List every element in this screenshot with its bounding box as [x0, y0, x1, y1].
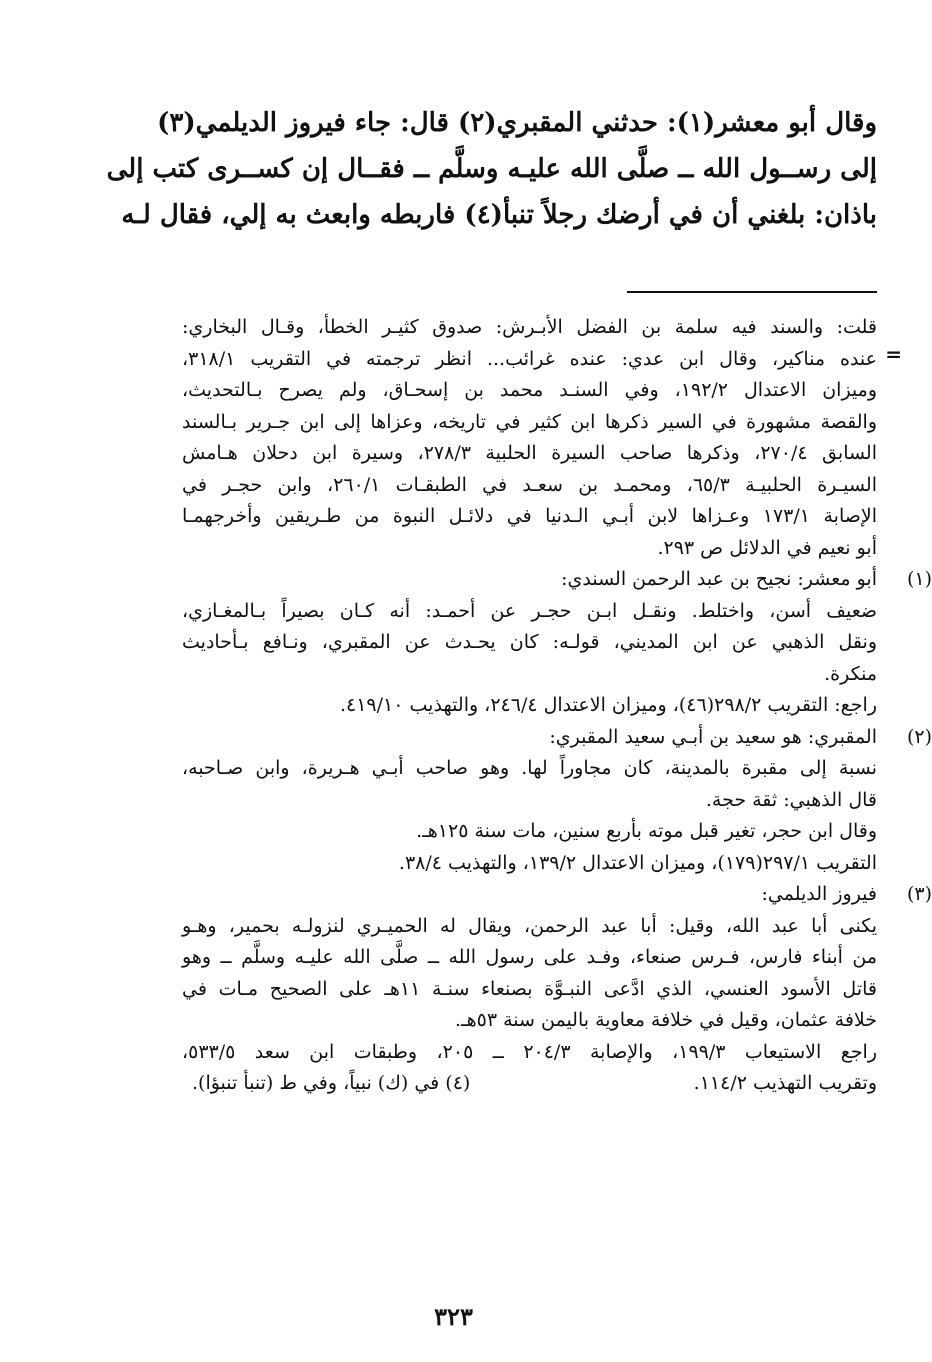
footnote-3-line: قاتل الأسود العنسي، الذي ادَّعى النبـوَّة بصنعاء سنـة ١١هـ على الصحيح مـات في — [182, 977, 877, 1000]
footnote-4: (٤) في (ك) نبياً، وفي ط (تنبأ تنبؤا). — [192, 1072, 471, 1094]
footnote-intro-line: السيـرة الحلبيـة ٦٥/٣، ومحمـد بن سعـد في الطبقـات ٢٦٠/١، وابن حجـر في — [182, 473, 877, 496]
footnote-3-line: خلافة عثمان، وقيل في خلافة معاوية باليمن سنة ٥٣هـ. — [455, 1009, 877, 1031]
footnote-1-line: منكرة. — [824, 662, 877, 685]
footnote-2-ref: التقريب ٢٩٧/١(١٧٩)، وميزان الاعتدال ١٣٩/٢، والتهذيب ٣٨/٤. — [398, 851, 877, 874]
footnote-2-number: (٢) — [906, 725, 932, 748]
footnote-3-line: يكنى أبا عبد الله، وقيل: أبا عبد الرحمن، ويقال له الحميـري لنزولـه بحمير، وهـو — [182, 914, 877, 937]
footnote-1-heading-text: أبو معشر: نجيح بن عبد الرحمن السندي: — [561, 568, 877, 590]
footnote-intro-line: الإصابة ١٧٣/١ وعـزاها لابن أبـي الـدنيا في دلائـل النبوة من طـريقين وأخرجهمـا — [182, 505, 877, 527]
footnote-intro-line: السابق ٢٧٠/٤، وذكرها صاحب السيرة الحلبية ٢٧٨/٣، وسيرة ابن دحلان هـامش — [182, 442, 878, 464]
footnote-intro-line: عنده مناكير، وقال ابن عدي: عنده غرائب... انظر ترجمته في التقريب ٣١٨/١، — [182, 347, 877, 370]
footnote-3-heading-text: فيروز الديلمي: — [761, 883, 877, 905]
main-text-line: باذان: بلغني أن في أرضك رجلاً تنبأ(٤) فاربطه وابعث به إلي، فقال لـه — [121, 200, 877, 230]
footnote-intro-line: وميزان الاعتدال ١٩٢/٢، وفي السنـد محمد بن إسحـاق، ولم يصرح بـالتحديث، — [182, 379, 878, 401]
footnote-1-heading — [182, 564, 932, 596]
footnote-3-ref-end: وتقريب التهذيب ١١٤/٢. — [693, 1072, 877, 1094]
footnote-3-heading — [182, 879, 932, 911]
footnote-2-extra: وقال ابن حجر، تغير قبل موته بأربع سنين، مات سنة ١٢٥هـ. — [416, 820, 877, 842]
page-number: ٣٢٣ — [434, 1302, 473, 1331]
footnote-1-line: ونقل الذهبي عن ابن المديني، قولـه: كان يحـدث عن المقبري، ونـافع بـأحاديث — [182, 631, 877, 653]
continuation-mark: = — [885, 342, 902, 366]
footnote-1-ref: راجع: التقريب ٢٩٨/٢(٤٦)، وميزان الاعتدال ٢٤٦/٤، والتهذيب ٤١٩/١٠. — [339, 694, 877, 716]
footnote-1-number: (١) — [906, 568, 932, 590]
main-text-line: إلى رســول الله ــ صلَّى الله عليـه وسلَّم ــ فقــال إن كســرى كتب إلى — [106, 154, 877, 184]
footnote-3-line: من أبناء فارس، فـرس صنعاء، وفـد على رسول الله ــ صلَّى الله عليـه وسلَّم ــ وهو — [182, 946, 877, 968]
footnote-2-heading-text: المقبري: هو سعيد بن أبـي سعيد المقبري: — [549, 725, 877, 748]
footnotes — [182, 312, 932, 1100]
footnote-2-heading — [182, 722, 932, 754]
footnote-2-line: قال الذهبي: ثقة حجة. — [705, 788, 877, 811]
main-text — [106, 100, 877, 238]
footnote-3-number: (٣) — [906, 883, 932, 905]
footnote-intro-line: والقصة مشهورة في السير ذكرها ابن كثير في تاريخه، وعزاها إلى ابن جـرير بـالسند — [182, 410, 877, 433]
footnote-3-ref-row — [182, 1068, 877, 1100]
main-text-line: وقال أبو معشر(١): حدثني المقبري(٢) قال: جاء فيروز الديلمي(٣) — [157, 108, 877, 138]
footnote-intro-line: أبو نعيم في الدلائل ص ٢٩٣. — [657, 536, 877, 559]
footnote-2-line: نسبة إلى مقبرة بالمدينة، كان مجاوراً لها. وهو صاحب أبـي هـريرة، وابن صـاحبه، — [182, 757, 877, 779]
footnote-1-line: ضعيف أسن، واختلط. ونقـل ابـن حجـر عن أحمـد: أنه كـان بصيراً بـالمغـازي، — [182, 599, 877, 622]
footnote-3-ref: راجع الاستيعاب ١٩٩/٣، والإصابة ٢٠٤/٣ ــ ٢٠٥، وطبقات ابن سعد ٥٣٣/٥، — [182, 1040, 878, 1063]
footnote-separator — [627, 291, 877, 293]
footnote-intro-line: قلت: والسند فيه سلمة بن الفضل الأبـرش: صدوق كثيـر الخطأ، وقـال البخاري: — [182, 316, 877, 338]
